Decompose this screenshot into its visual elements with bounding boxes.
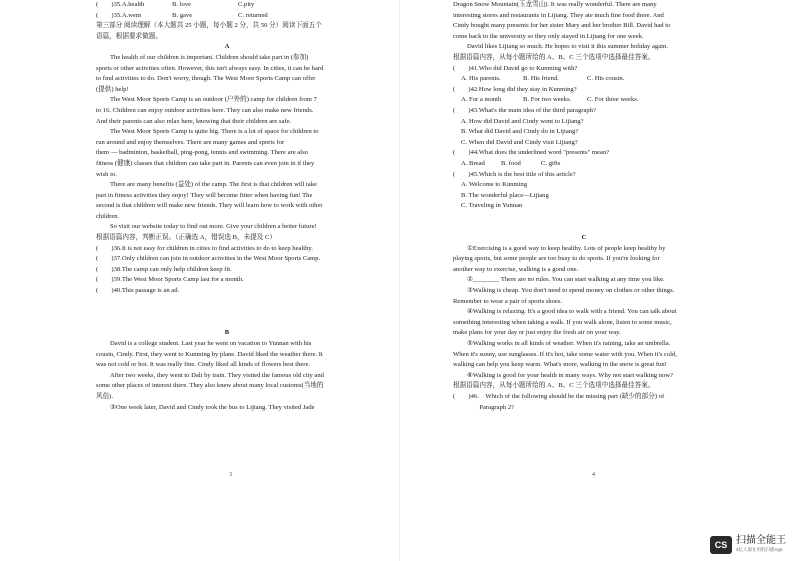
option-text: C. For three weeks. [587,96,639,104]
option-row [453,95,715,106]
option-text: B. love [172,1,192,8]
page-number-right: 4 [592,472,595,478]
text-line: ( )45.Which is the best title of this article? [453,170,576,178]
text-line: second is that children will make new friends. They will learn how to work with other [96,202,323,210]
paragraph-line: ③Walking is cheap. You don't need to spend money on clothes or other things. [467,287,675,295]
blank-line [96,307,358,318]
paragraph-line: David likes Lijiang so much. He hopes to visit it this summer holiday again. [467,43,668,51]
option-text: ( )35.A.went [96,11,142,19]
option-text: B. food [501,159,521,167]
paragraph-line: ④Walking is relaxing. It's a good idea to walk with a friend. You can talk about [467,308,677,316]
option-line: B. The wonderful place—Lijiang [461,191,549,199]
text-line: fitness (健康) classes that children can take part in. Parents can even join in if they [96,159,315,167]
paragraph-line: ⑤Walking works in all kinds of weather. When it's raining, take an umbrella. [467,340,671,347]
text-line: Paragraph 2? [453,403,514,411]
option-line: C. Traveling in Yunnan [461,202,523,210]
option-text: B. gave [172,11,193,19]
section-heading: A [224,43,230,51]
text-line: run around and enjoy themselves. There are many games and sports for [96,138,285,146]
paragraph-line: David is a college student. Last year he went on vacation to Yunnan with his [110,340,312,347]
text-line: part in fitness activities they enjoy! They will become fitter when having fun! The [96,191,313,199]
text-line: 语篇，根据要求做题。 [96,32,162,40]
text-line: ( )39.The West Moor Sports Camp last for a month. [96,276,244,284]
blank-line [453,212,715,223]
option-text: C.pity [238,1,255,8]
camscanner-logo-icon: CS [710,536,732,554]
right-page [453,0,715,413]
option-text: A. Bread [461,159,485,167]
scanner-watermark [710,535,786,554]
option-text: B. His friend. [523,75,559,83]
left-page [96,0,358,413]
text-line: make plans for your day or just enjoy the fresh air on your way. [453,329,621,337]
text-line: to find activities to do. Don't worry, though. The West Moor Sports Camp can offer [96,75,316,83]
option-text: ( )35.A.health [96,1,145,8]
text-line: ( )46. Which of the following should be the missing part (缺少的部分) of [453,392,665,400]
text-line: ( )41.Who did David go to Kunming with? [453,64,578,72]
blank-line [96,297,358,308]
paragraph-line: The health of our children is important. Children should take part in (参加) [110,53,309,61]
watermark-app-name: 扫描全能王 [736,535,786,546]
paragraph-line: There are many benefits (益处) of the camp. The first is that children will take [110,181,317,189]
text-line: was not cold or hot. It was really fine. Cindy liked all kinds of flowers best there. [96,361,311,369]
paragraph-line: After two weeks, they went to Dali by train. They visited the famous old city and [110,371,324,379]
text-line: 根据语篇内容，判断正误。（正确选 A，错误选 B，未提及 C） [96,234,277,242]
paragraph-line: The West Moor Sports Camp is quite big. There is a lot of space for children to [110,128,319,136]
option-line: B. What did David and Cindy do in Lijiang? [461,128,579,136]
text-line: ( )40.This passage is an ad. [96,287,180,295]
paragraph-line: ③One week later, David and Cindy took the bus to Lijiang. They visited Jade [110,403,315,411]
option-text: B. For two weeks. [523,96,572,104]
text-line: walking can help you keep warm. What's more, walking in the snow is great fun! [453,361,667,369]
option-line: A. How did David and Cindy went to Lijiang? [461,117,584,125]
watermark-slogan: 3亿人都在用的扫描App [736,547,783,552]
text-line: ( )44.What does the underlined word "presents" mean? [453,149,610,157]
text-line: another way to exercise, walking is a good one. [453,265,579,273]
text-line: When it's sunny, use sunglasses. If it's hot, take some water with you. When it's cold, [453,350,677,358]
text-line: ( )43.What's the main idea of the third paragraph? [453,106,596,114]
option-text: C. gifts [541,159,561,167]
text-line: some other places of interest there. They also knew about many local customs(当地的 [96,382,324,390]
text-line: sports or other activities often. However, this isn't always easy. In cities, it can be hard [96,64,324,72]
text-line: children. [96,212,120,220]
page-fold [399,0,400,561]
blank-line [453,222,715,233]
option-line: A. Welcome to Kunming [461,181,528,189]
paragraph-line: ①Exercising is a good way to keep healthy. Lots of people keep healthy by [467,244,666,252]
text-line: playing sports, but some people are too busy to do sports. If you're looking for [453,255,660,263]
option-text: A. For a month [461,96,502,104]
section-heading: C [581,234,587,242]
text-line: to 16. Children can enjoy outdoor activities here. They can also make new friends. [96,106,314,114]
option-row [453,159,715,170]
text-line: cousin, Cindy. First, they went to Kunming by plane. David liked the weather there. It [96,350,323,358]
text-line: something interesting when taking a walk. If you walk alone, listen to some music, [453,318,672,326]
section-heading: B [224,329,230,337]
text-line: Remember to wear a pair of sports shoes. [453,297,563,305]
page-number-left: 3 [229,472,232,478]
text-line: (提供) help! [96,85,129,93]
option-text: C. His cousin. [587,75,625,83]
text-line: wish to. [96,170,117,178]
text-line: ( )38.The camp can only help children keep fit. [96,265,232,273]
text-line: Cindy bought many presents for her sister Mary and her brother Bill. David had to [453,22,671,30]
text-line: interesting stores and restaurants in Lijiang. They ate much fine food there. And [453,11,664,19]
paragraph-line: So visit our website today to find out more. Give your children a better future! [110,223,317,231]
option-row [96,11,358,22]
text-line: ( )42.How long did they stay in Kunming? [453,85,577,93]
option-text: C. returned [238,11,268,19]
text-line: ( )37.Only children can join in outdoor activities in the West Moor Sports Camp. [96,255,321,263]
option-row [96,0,358,11]
blank-line [96,318,358,329]
paragraph-line: ②________ There are no rules. You can start walking at any time you like. [467,276,665,284]
text-line: And their parents can also relax here, knowing that their children are safe. [96,117,292,125]
text-line: 第三部分 阅读理解（本大题共 25 小题，每小题 2 分，共 50 分）阅读下面五个 [96,22,322,30]
text-line: 根据语篇内容，从每小题所给的 A、B、C 三个选项中选择最佳答案。 [453,382,655,390]
option-line: C. When did David and Cindy visit Lijiang? [461,138,578,146]
text-line: come back to the university so they only stayed in Lijiang for one week. [453,32,644,40]
text-line: 根据语篇内容，从每小题所给的 A、B、C 三个选项中选择最佳答案。 [453,53,655,61]
paragraph-line: ⑥Walking is good for your health in many ways. Why not start walking now? [467,371,673,379]
option-row [453,74,715,85]
text-line: them — badminton, basketball, ping-pong, tennis and swimming. There are also [96,149,308,157]
option-text: A. His parents. [461,75,501,83]
text-line: Dragon Snow Mountain(玉龙雪山). It was really wonderful. There are many [453,1,657,8]
paragraph-line: The West Moor Sports Camp is an outdoor (户外的) camp for children from 7 [110,96,317,104]
text-line: 风俗). [96,392,114,400]
text-line: ( )36.It is not easy for children in cities to find activities to do to keep healthy. [96,244,313,252]
